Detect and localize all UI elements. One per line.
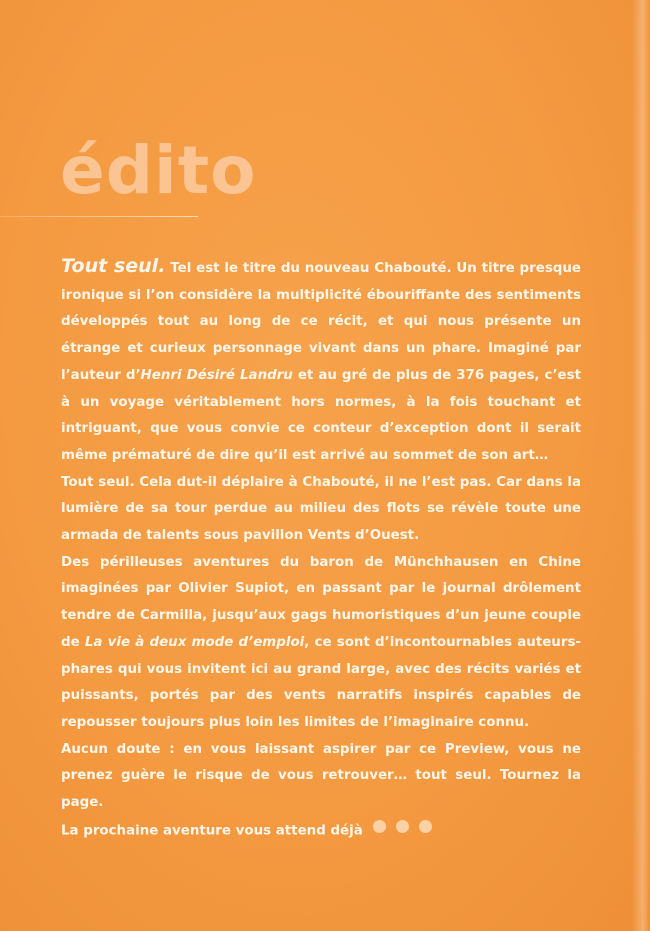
book-title-henri-desire-landru: Henri Désiré Landru [140, 367, 293, 383]
paragraph-3-text-a: Des périlleuses aventures du baron de Münchhausen en Chine imaginées par Olivier Supiot, en passant par le journal drôlement tendre de Carmilla, jusqu’aux gags humoristiques d’un jeune couple de [61, 554, 581, 650]
paragraph-3-text-b: , ce sont d’incontournables auteurs-phares qui vous invitent ici au grand large, avec des récits variés et puissants, portés par des vents narratifs inspirés capables de repousser toujours plus loin les limites de l’imaginaire connu. [61, 634, 581, 730]
paragraph-5 [61, 817, 581, 845]
title-divider [0, 216, 198, 217]
ellipsis-dots [373, 817, 442, 844]
paragraph-1-text-a: Tel est le titre du nouveau Chabouté. Un titre presque ironique si l’on considère la multiplicité ébouriffante des sentiments développés tout au long de ce récit, et qui nous présente un étrange et curieux personnage vivant dans un phare. Imaginé par l’auteur d’ [61, 261, 581, 383]
lead-phrase: Tout seul. [61, 255, 166, 277]
paragraph-3 [61, 550, 581, 737]
paragraph-2-text: Tout seul. Cela dut-il déplaire à Chabouté, il ne l’est pas. Car dans la lumière de sa tour perdue au milieu des flots se révèle toute une armada de talents sous pavillon Vents d’Ouest. [61, 474, 581, 544]
paragraph-1 [61, 253, 581, 470]
paragraph-4 [61, 737, 581, 817]
book-title-la-vie-a-deux: La vie à deux mode d’emploi [84, 634, 305, 650]
dot-icon [373, 820, 386, 833]
paragraph-1-text-b: et au gré de plus de 376 pages, c’est à un voyage véritablement hors normes, à la fois touchant et intriguant, que vous convie ce conteur d’exception dont il serait même prématuré de dire qu’il est arrivé au sommet de son art… [61, 367, 581, 463]
page-fold [632, 0, 650, 931]
editorial-body [61, 253, 581, 845]
dot-icon [419, 820, 432, 833]
paragraph-5-text: La prochaine aventure vous attend déjà [61, 823, 363, 839]
page-title: édito [60, 132, 257, 209]
paragraph-2 [61, 470, 581, 550]
paragraph-4-text: Aucun doute : en vous laissant aspirer par ce Preview, vous ne prenez guère le risque de vous retrouver… tout seul. Tournez la page. [61, 741, 581, 811]
dot-icon [396, 820, 409, 833]
